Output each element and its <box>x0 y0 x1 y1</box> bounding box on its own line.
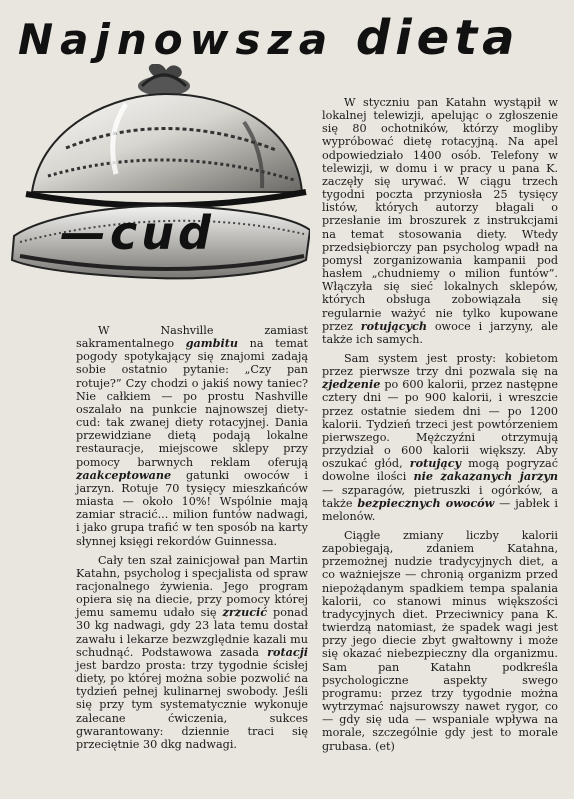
paragraph-text: W styczniu pan Katahn wystąpił w lokalnej telewizji, apelując o zgłoszenie się 80 ochotników, którzy mogliby wypróbować dietę rotacyjną. Na apel odpowiedziało 1400 osób. Telefony w telewizji, w domu i w pracy u pana K. zaczęły się urywać. W ciągu trzech tygodni poczta przyniosła 25 tysięcy listów, których autorzy błagali o przesłanie im broszurek z instrukcjami na temat stosowania diety. Wtedy przedsiębiorczy pan psycholog wpadł na pomysł zorganizowania kampanii pod hasłem „chudniemy o milion funtów”. Włączyła się sieć lokalnych sklepów, których obsługa zobowiązała się regularnie ważyć nie tylko kupowane przez <box>322 96 558 333</box>
emphasis-text: zaakceptowane <box>76 467 172 482</box>
paragraph-text: gatunki owoców i jarzyn. Rotuje 70 tysięcy mieszkańców miasta — około 10%! Wspólnie mają zamiar stracić... milion funtów nadwagi, i jako grupa trafić w ten sposób na karty słynnej księgi rekordów Guinnessa. <box>76 468 308 548</box>
article-column-left <box>76 324 308 751</box>
paragraph-text: jest bardzo prosta: trzy tygodnie ścisłej diety, po której można sobie pozwolić na tydzień pełnej kulinarnej swobody. Jeśli się przy tym systematycznie wykonuje zalecane ćwiczenia, sukces gwarantowany: dziennie traci się przeciętnie 30 dkg nadwagi. <box>76 658 308 751</box>
paragraph-text: mogą pogryzać dowolne ilości <box>322 457 558 484</box>
article-column-right <box>322 96 558 753</box>
paragraph-text: na temat pogody spotykający się znajomi zadają sobie ostatnio pytanie: „Czy pan rotuje?” Czy chodzi o jakiś nowy taniec? Nie całkiem — po prostu Nashville oszalało na punkcie najnowszej diety-cud: tak zwanej diety rotacyjnej. Dania przewidziane dietą podają lokalne restauracje, miejscowe sklepy przy pomocy barwnych reklam oferują <box>76 337 308 469</box>
article-paragraph <box>322 529 558 753</box>
paragraph-text: ponad 30 kg nadwagi, gdy 23 lata temu dostał zawału i lekarze bezwzględnie kazali mu schudnąć. Podstawowa zasada <box>76 606 308 659</box>
cloche-illustration <box>6 64 310 316</box>
emphasis-text: zrzucić <box>222 605 268 620</box>
headline-word-2: dieta <box>355 10 520 66</box>
emphasis-text: rotacji <box>267 644 308 659</box>
article-paragraph <box>76 324 308 548</box>
article-paragraph <box>76 554 308 751</box>
paragraph-text: — jabłek i melonów. <box>322 496 558 523</box>
paragraph-text: Sam system jest prosty: kobietom przez pierwsze trzy dni pozwala się na <box>322 351 558 379</box>
article-paragraph <box>322 96 558 346</box>
subheadline: —cud <box>60 206 215 260</box>
paragraph-text: — szparagów, pietruszki i ogórków, a także <box>322 483 558 510</box>
paragraph-text: W Nashville zamiast sakramentalnego <box>76 324 308 351</box>
emphasis-text: rotujący <box>409 456 462 471</box>
article-paragraph <box>322 352 558 523</box>
paragraph-text: Cały ten szał zainicjował pan Martin Katahn, psycholog i specjalista od spraw racjonalnego żywienia. Jego program opiera się na diecie, przy pomocy której jemu samemu udało się <box>76 553 308 620</box>
emphasis-text: zjedzenie <box>322 377 381 392</box>
paragraph-text: owoce i jarzyny, ale także ich samych. <box>322 319 558 346</box>
emphasis-text: gambitu <box>185 336 239 351</box>
emphasis-text: nie zakazanych jarzyn <box>413 469 558 484</box>
paragraph-text: Ciągłe zmiany liczby kalorii zapobiegają, zdaniem Katahna, przemożnej nudzie tradycyjnych diet, a co ważniejsze — chronią organizm przed niepożądanym spadkiem tempa spalania kalorii, co stanowi minus większości tradycyjnych diet. Przeciwnicy pana K. twierdzą natomiast, że spadek wagi jest przy jego diecie zbyt gwałtowny i może się okazać niebezpieczny dla organizmu. Sam pan Katahn podkreśla psychologiczne aspekty swego programu: przez trzy tygodnie można wytrzymać najsurowszy nawet rygor, co — gdy się uda — wspaniale wpływa na morale, szczególnie gdy jest to morale grubasa. (et) <box>322 529 558 753</box>
paragraph-text: po 600 kalorii, przez następne cztery dni — po 900 kalorii, i wreszcie przez ostatnie siedem dni — po 1200 kalorii. Tydzień trzeci jest powtórzeniem pierwszego. Mężczyźni otrzymują przydział o 600 kalorii większy. Aby oszukać głód, <box>322 378 558 471</box>
emphasis-text: rotujących <box>360 318 427 333</box>
emphasis-text: bezpiecznych owoców <box>357 495 495 510</box>
headline <box>18 10 558 66</box>
headline-word-1: Najnowsza <box>18 15 335 64</box>
